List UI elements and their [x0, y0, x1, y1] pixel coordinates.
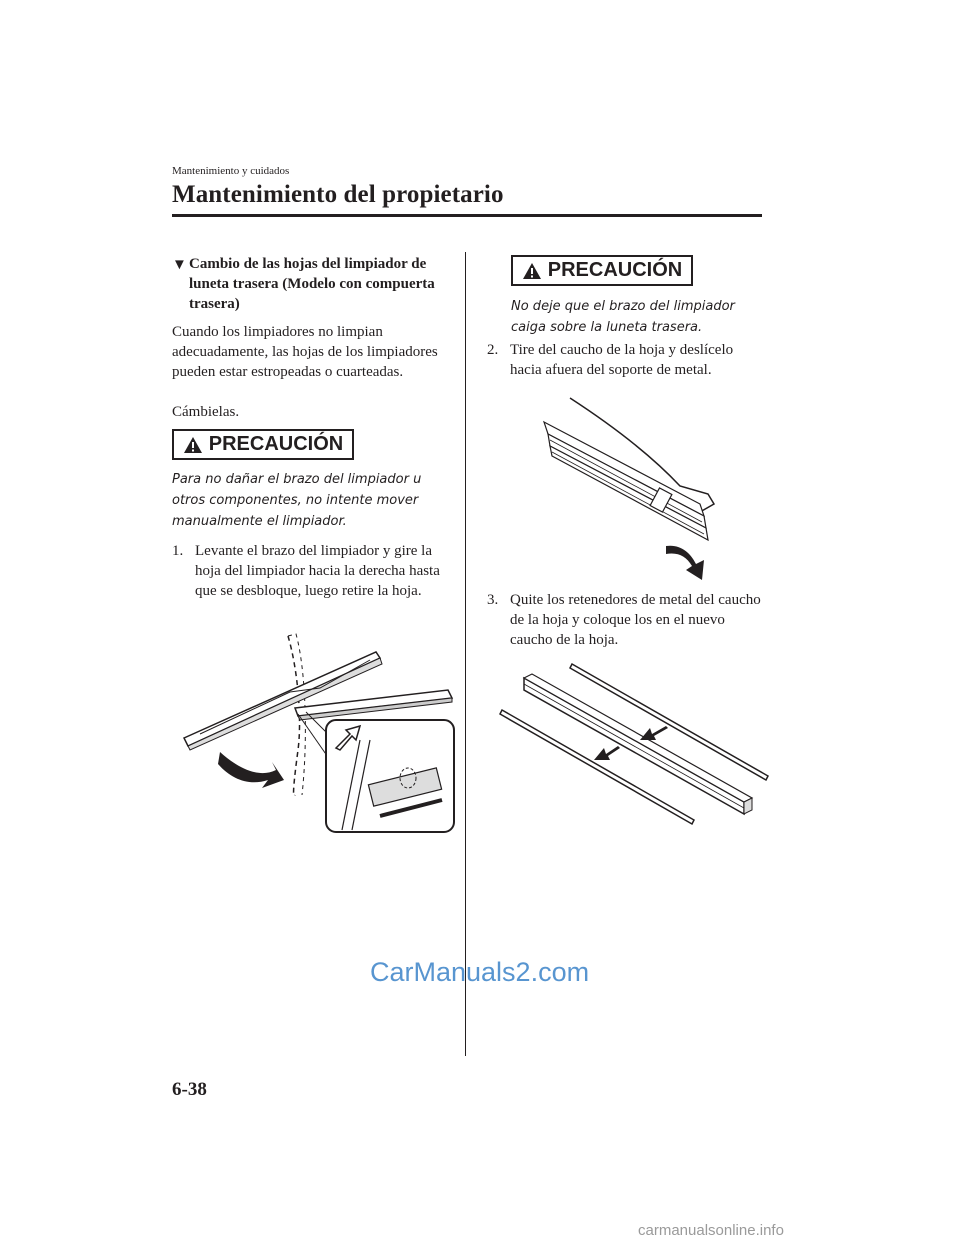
- header-rule: [172, 214, 762, 217]
- watermark: CarManuals2.com: [370, 957, 590, 987]
- caution-text-left: Para no dañar el brazo del limpiador u otros componentes, no intente mover manualmente el limpiador.: [172, 472, 422, 529]
- step-1-number: 1.: [172, 543, 184, 559]
- caution-box-left: [172, 429, 354, 460]
- warning-icon: [183, 436, 203, 454]
- caution-text-right: No deje que el brazo del limpiador caiga sobre la luneta trasera.: [511, 299, 735, 335]
- page-title: Mantenimiento del propietario: [172, 181, 504, 208]
- procedure-heading: ▼ Cambio de las hojas del limpiador de luneta trasera (Modelo con compuerta trasera): [172, 256, 435, 312]
- warning-icon: [522, 262, 542, 280]
- wiper-removal-illustration: [180, 630, 460, 835]
- intro-paragraph: Cuando los limpiadores no limpian adecuadamente, las hojas de los limpiadores pueden estar estropeadas o cuarteadas.: [172, 324, 438, 380]
- step-3-text: Quite los retenedores de metal del caucho de la hoja y coloque los en el nuevo caucho de la hoja.: [510, 592, 761, 648]
- section-label: Mantenimiento y cuidados: [172, 165, 290, 177]
- site-watermark: carmanualsonline.info: [638, 1222, 784, 1239]
- triangle-bullet-icon: ▼: [172, 257, 187, 273]
- caution-box-right: [511, 255, 693, 286]
- step-3: [487, 590, 762, 650]
- step-3-number: 3.: [487, 592, 499, 608]
- intro-instruction: Cámbielas.: [172, 404, 240, 420]
- step-1: [172, 541, 447, 601]
- caution-label: PRECAUCIÓN: [547, 259, 683, 281]
- caution-label: PRECAUCIÓN: [208, 433, 344, 455]
- step-1-text: Levante el brazo del limpiador y gire la hoja del limpiador hacia la derecha hasta que se desbloque, luego retire la hoja.: [195, 543, 440, 599]
- column-divider: [465, 252, 466, 1056]
- page-number: 6-38: [172, 1079, 207, 1100]
- step-2-number: 2.: [487, 342, 499, 358]
- blade-rubber-slide-illustration: [540, 394, 740, 584]
- step-2: [487, 340, 762, 380]
- step-2-text: Tire del caucho de la hoja y deslícelo hacia afuera del soporte de metal.: [510, 342, 734, 378]
- metal-retainer-illustration: [500, 662, 775, 822]
